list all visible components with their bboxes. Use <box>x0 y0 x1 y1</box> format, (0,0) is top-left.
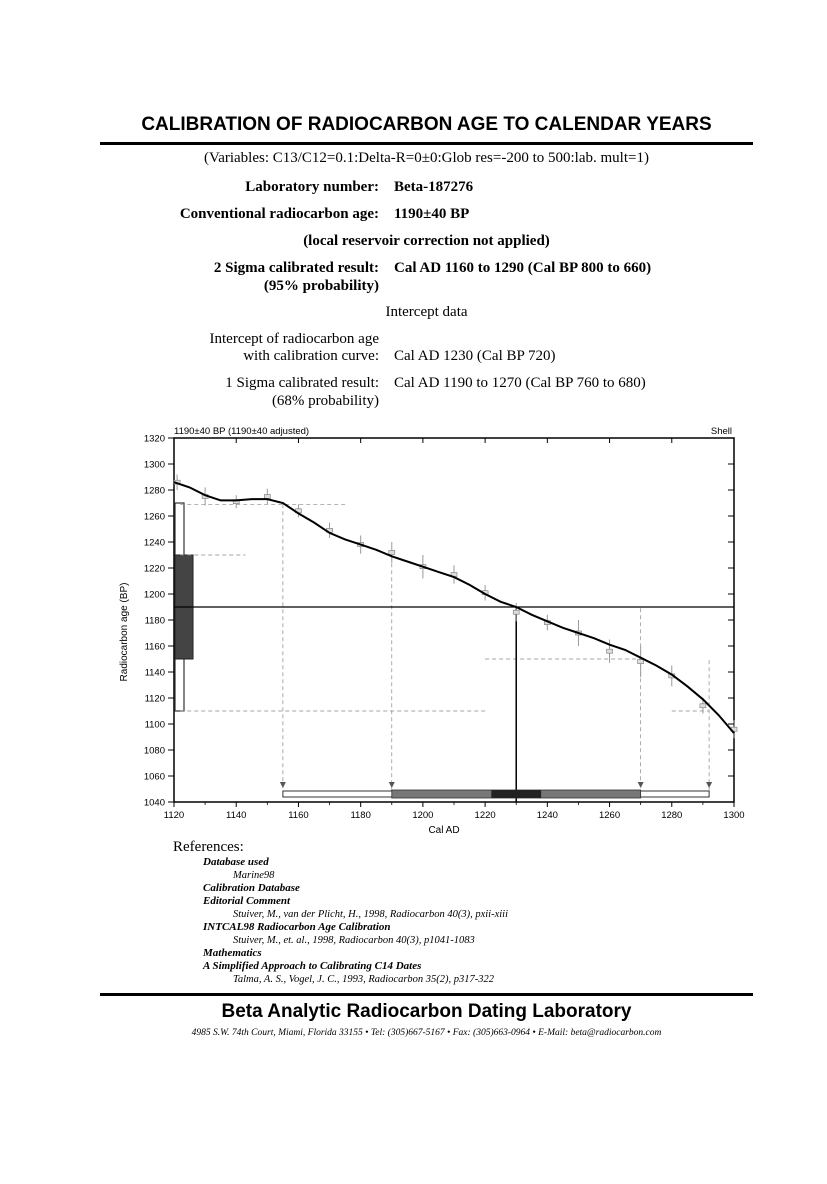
plot-frame <box>174 438 734 802</box>
lab-name: Beta Analytic Radiocarbon Dating Laboratory <box>221 1001 632 1022</box>
y-tick-label-1080: 1080 <box>143 745 165 757</box>
chart-top-right-label: Shell <box>710 426 732 437</box>
range-marker-1 <box>389 782 395 788</box>
reference-heading-simplified: A Simplified Approach to Calibrating C14 Dates <box>203 960 422 972</box>
error-bar-mark-11 <box>513 610 519 614</box>
reference-heading-database: Database used <box>203 856 269 868</box>
y-tick-label-1140: 1140 <box>144 667 165 679</box>
variables-line: (Variables: C13/C12=0.1:Delta-R=0±0:Glob res=-200 to 500:lab. mult=1) <box>204 150 649 166</box>
chart-top-left-label: 1190±40 BP (1190±40 adjusted) <box>174 426 310 437</box>
y-tick-label-1180: 1180 <box>144 615 165 627</box>
x-tick-label-1200: 1200 <box>412 810 434 821</box>
y-tick-label-1040: 1040 <box>143 797 165 809</box>
error-bar-mark-3 <box>264 495 270 499</box>
lab-number-label: Laboratory number: <box>245 179 379 195</box>
x-tick-label-1160: 1160 <box>288 810 309 821</box>
footer-rule <box>100 993 753 996</box>
calibration-chart <box>112 420 752 840</box>
x-tick-label-1240: 1240 <box>536 810 558 821</box>
reference-text-talma: Talma, A. S., Vogel, J. C., 1993, Radiocarbon 35(2), p317-322 <box>233 974 495 985</box>
error-bar-mark-14 <box>607 649 613 653</box>
lab-number-value: Beta-187276 <box>394 179 474 195</box>
y-tick-label-1120: 1120 <box>144 693 165 705</box>
reference-text-marine98: Marine98 <box>233 870 275 881</box>
sigma1-result: Cal AD 1190 to 1270 (Cal BP 760 to 680) <box>394 375 646 391</box>
references <box>173 838 508 986</box>
y-tick-label-1100: 1100 <box>144 719 165 731</box>
age-label: Conventional radiocarbon age: <box>179 206 379 222</box>
calibration-curve <box>174 482 734 733</box>
range-marker-2 <box>638 782 644 788</box>
sigma2-result: Cal AD 1160 to 1290 (Cal BP 800 to 660) <box>394 260 652 276</box>
sigma1-label: 1 Sigma calibrated result: <box>225 375 379 391</box>
x-axis-label: Cal AD <box>428 825 460 836</box>
error-bar-mark-17 <box>700 704 706 708</box>
reference-text-stuiver-1998a: Stuiver, M., van der Plicht, H., 1998, Radiocarbon 40(3), pxii-xiii <box>233 909 508 920</box>
lab-address: 4985 S.W. 74th Court, Miami, Florida 33155 • Tel: (305)667-5167 • Fax: (305)663-0964 • E-Mail: beta@radiocarbon.com <box>191 1028 662 1038</box>
intercept-label-line2: with calibration curve: <box>243 348 379 364</box>
intercept-label-line1: Intercept of radiocarbon age <box>209 331 379 347</box>
y-tick-label-1260: 1260 <box>143 511 165 523</box>
y-tick-label-1160: 1160 <box>144 641 165 653</box>
x-tick-label-1280: 1280 <box>661 810 683 821</box>
reference-heading-editorial: Editorial Comment <box>203 895 291 907</box>
error-bar-mark-7 <box>389 550 395 554</box>
age-value: 1190±40 BP <box>394 206 470 222</box>
y-tick-label-1220: 1220 <box>143 563 165 575</box>
sigma2-probability: (95% probability) <box>263 278 379 294</box>
title-rule <box>100 142 753 145</box>
y-tick-label-1320: 1320 <box>143 433 165 445</box>
x-tick-label-1140: 1140 <box>226 810 247 821</box>
y-tick-label-1280: 1280 <box>143 485 165 497</box>
reference-heading-calibration-db: Calibration Database <box>203 882 300 894</box>
range-marker-3 <box>706 782 712 788</box>
reservoir-note: (local reservoir correction not applied) <box>303 233 550 249</box>
reference-heading-intcal98: INTCAL98 Radiocarbon Age Calibration <box>203 921 391 933</box>
y-tick-label-1300: 1300 <box>143 459 165 471</box>
y-axis-label: Radiocarbon age (BP) <box>119 582 130 682</box>
x-tick-label-1260: 1260 <box>598 810 621 821</box>
peak-probability-band <box>491 790 541 798</box>
sigma1-probability: (68% probability) <box>271 393 379 409</box>
reference-heading-mathematics: Mathematics <box>203 947 262 959</box>
intercept-heading: Intercept data <box>385 304 468 320</box>
x-tick-label-1300: 1300 <box>723 810 745 821</box>
y-tick-label-1240: 1240 <box>143 537 165 549</box>
y-tick-label-1200: 1200 <box>143 589 165 601</box>
y-tick-label-1060: 1060 <box>143 771 165 783</box>
x-tick-label-1120: 1120 <box>163 810 185 821</box>
intercept-result: Cal AD 1230 (Cal BP 720) <box>394 348 556 364</box>
error-bar-mark-15 <box>638 660 644 664</box>
page-title: CALIBRATION OF RADIOCARBON AGE TO CALENDAR YEARS <box>141 114 712 135</box>
range-marker-0 <box>280 782 286 788</box>
x-tick-label-1220: 1220 <box>474 810 496 821</box>
x-tick-label-1180: 1180 <box>350 810 371 821</box>
sigma2-label: 2 Sigma calibrated result: <box>213 260 379 276</box>
references-heading: References: <box>173 839 244 855</box>
reference-text-stuiver-1998b: Stuiver, M., et. al., 1998, Radiocarbon 40(3), p1041-1083 <box>233 935 475 946</box>
